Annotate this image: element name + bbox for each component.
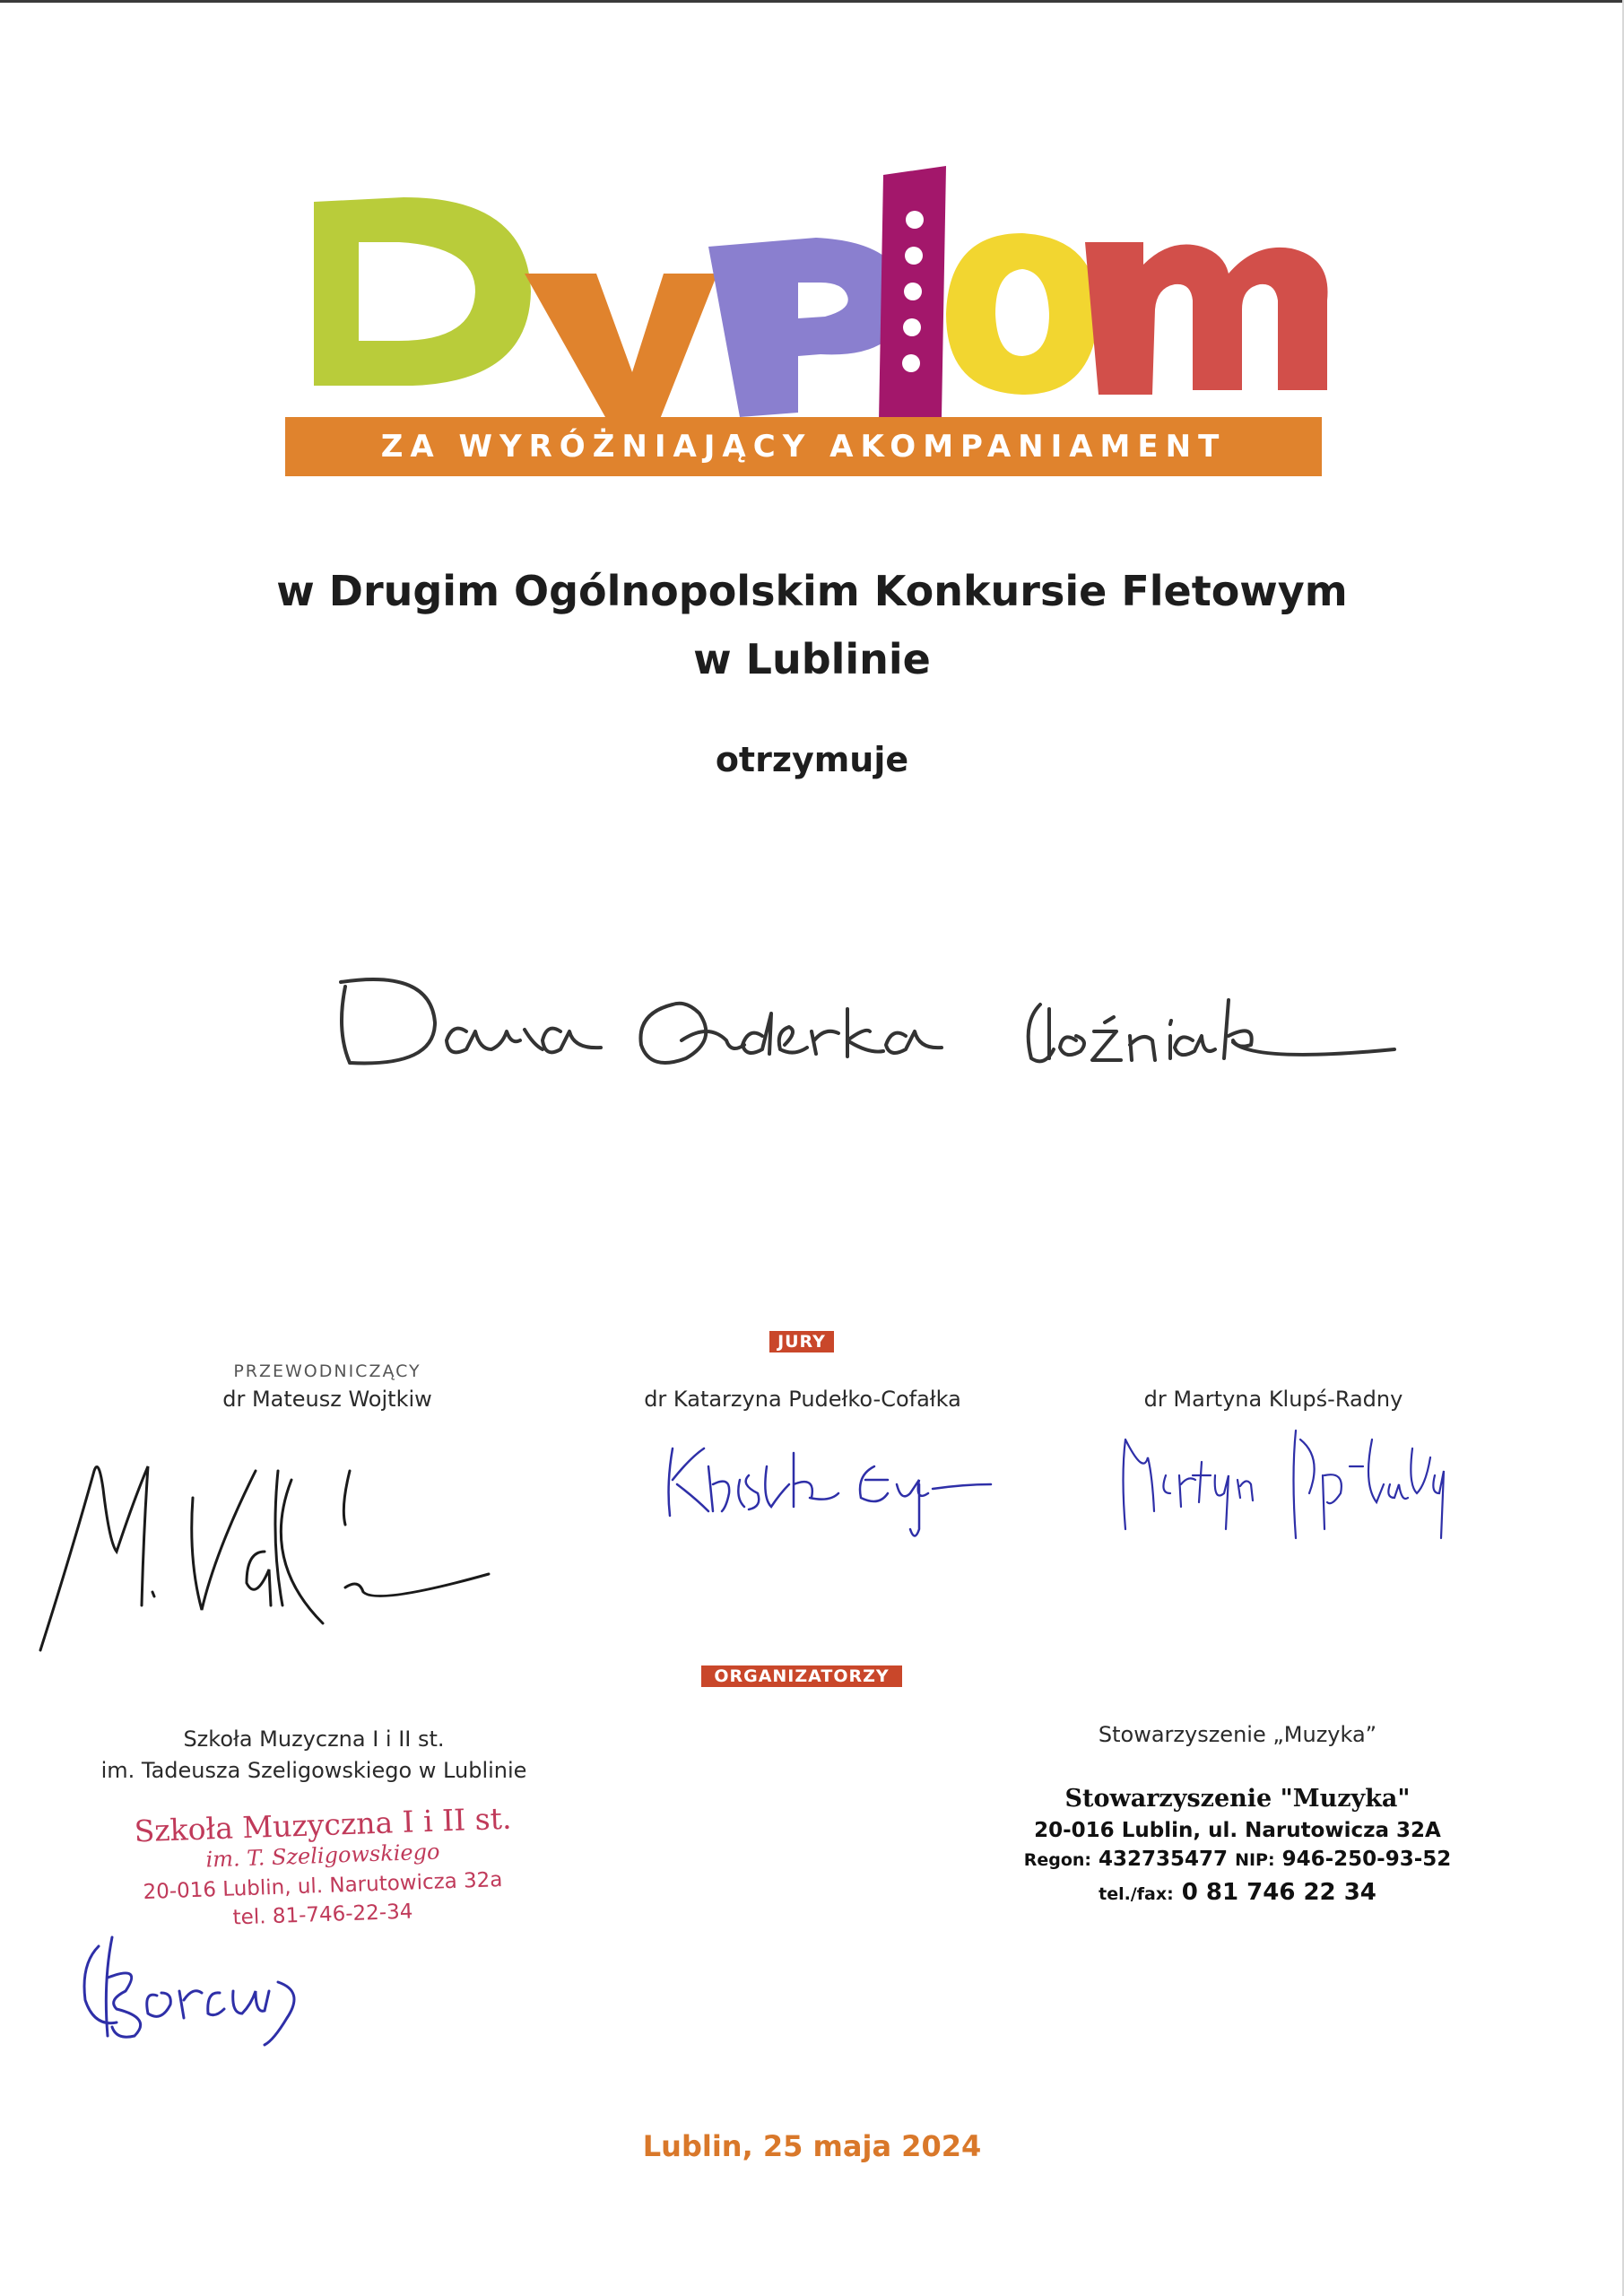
association-stamp-name: Stowarzyszenie "Muzyka" (1064, 1785, 1411, 1813)
association-stamp-address: 20-016 Lublin, ul. Narutowicza 32A (1034, 1819, 1441, 1842)
tel-label: tel./fax: (1099, 1884, 1174, 1904)
jury-tag: JURY (769, 1331, 834, 1352)
tel-value: 0 81 746 22 34 (1181, 1879, 1376, 1906)
top-border (0, 0, 1624, 3)
competition-title-line1: w Drugim Ogólnopolskim Konkursie Fletowym (276, 567, 1348, 615)
school-stamp-line1: Szkoła Muzyczna I i II st. (133, 1800, 513, 1849)
logo-letter-o (946, 233, 1099, 395)
place-and-date: Lublin, 25 maja 2024 (642, 2129, 982, 2163)
logo-letter-m (1085, 242, 1328, 395)
school-stamp-line3: 20-016 Lublin, ul. Narutowicza 32a (143, 1868, 503, 1904)
logo-letter-d (314, 197, 531, 386)
school-name-line1: Szkoła Muzyczna I i II st. (183, 1726, 445, 1752)
chair-signature (36, 1417, 502, 1659)
logo-letter-l (879, 166, 946, 422)
school-stamp-line4: tel. 81-746-22-34 (232, 1900, 413, 1930)
school-name-line2: im. Tadeusza Szeligowskiego w Lublinie (100, 1758, 527, 1783)
association-stamp-ids (1022, 1848, 1453, 1871)
logo-letter-p (708, 238, 906, 417)
regon-label: Regon: (1023, 1850, 1092, 1870)
association-stamp-phone (1022, 1879, 1453, 1906)
chair-name: dr Mateusz Wojtkiw (222, 1387, 432, 1412)
competition-title-line2: w Lublinie (693, 635, 931, 683)
regon-value: 432735477 (1099, 1848, 1229, 1871)
chair-role: PRZEWODNICZĄCY (233, 1361, 421, 1381)
jury-member-2-name: dr Katarzyna Pudełko-Cofałka (644, 1387, 961, 1412)
nip-value: 946-250-93-52 (1281, 1848, 1452, 1871)
recipient-handwritten-name (332, 960, 1408, 1076)
school-stamp-line2: im. T. Szeligowskiego (205, 1839, 440, 1873)
organizers-tag: ORGANIZATORZY (701, 1665, 902, 1687)
jury-member-2-signature (659, 1431, 1000, 1547)
receives-label: otrzymuje (715, 740, 909, 779)
school-director-signature (72, 1928, 359, 2054)
jury-member-3-name: dr Martyna Klupś-Radny (1143, 1387, 1403, 1412)
logo-banner-text: ZA WYRÓŻNIAJĄCY AKOMPANIAMENT (380, 429, 1227, 465)
association-name: Stowarzyszenie „Muzyka” (1098, 1722, 1377, 1747)
jury-member-3-signature (1116, 1422, 1493, 1565)
nip-label: NIP: (1235, 1850, 1275, 1870)
